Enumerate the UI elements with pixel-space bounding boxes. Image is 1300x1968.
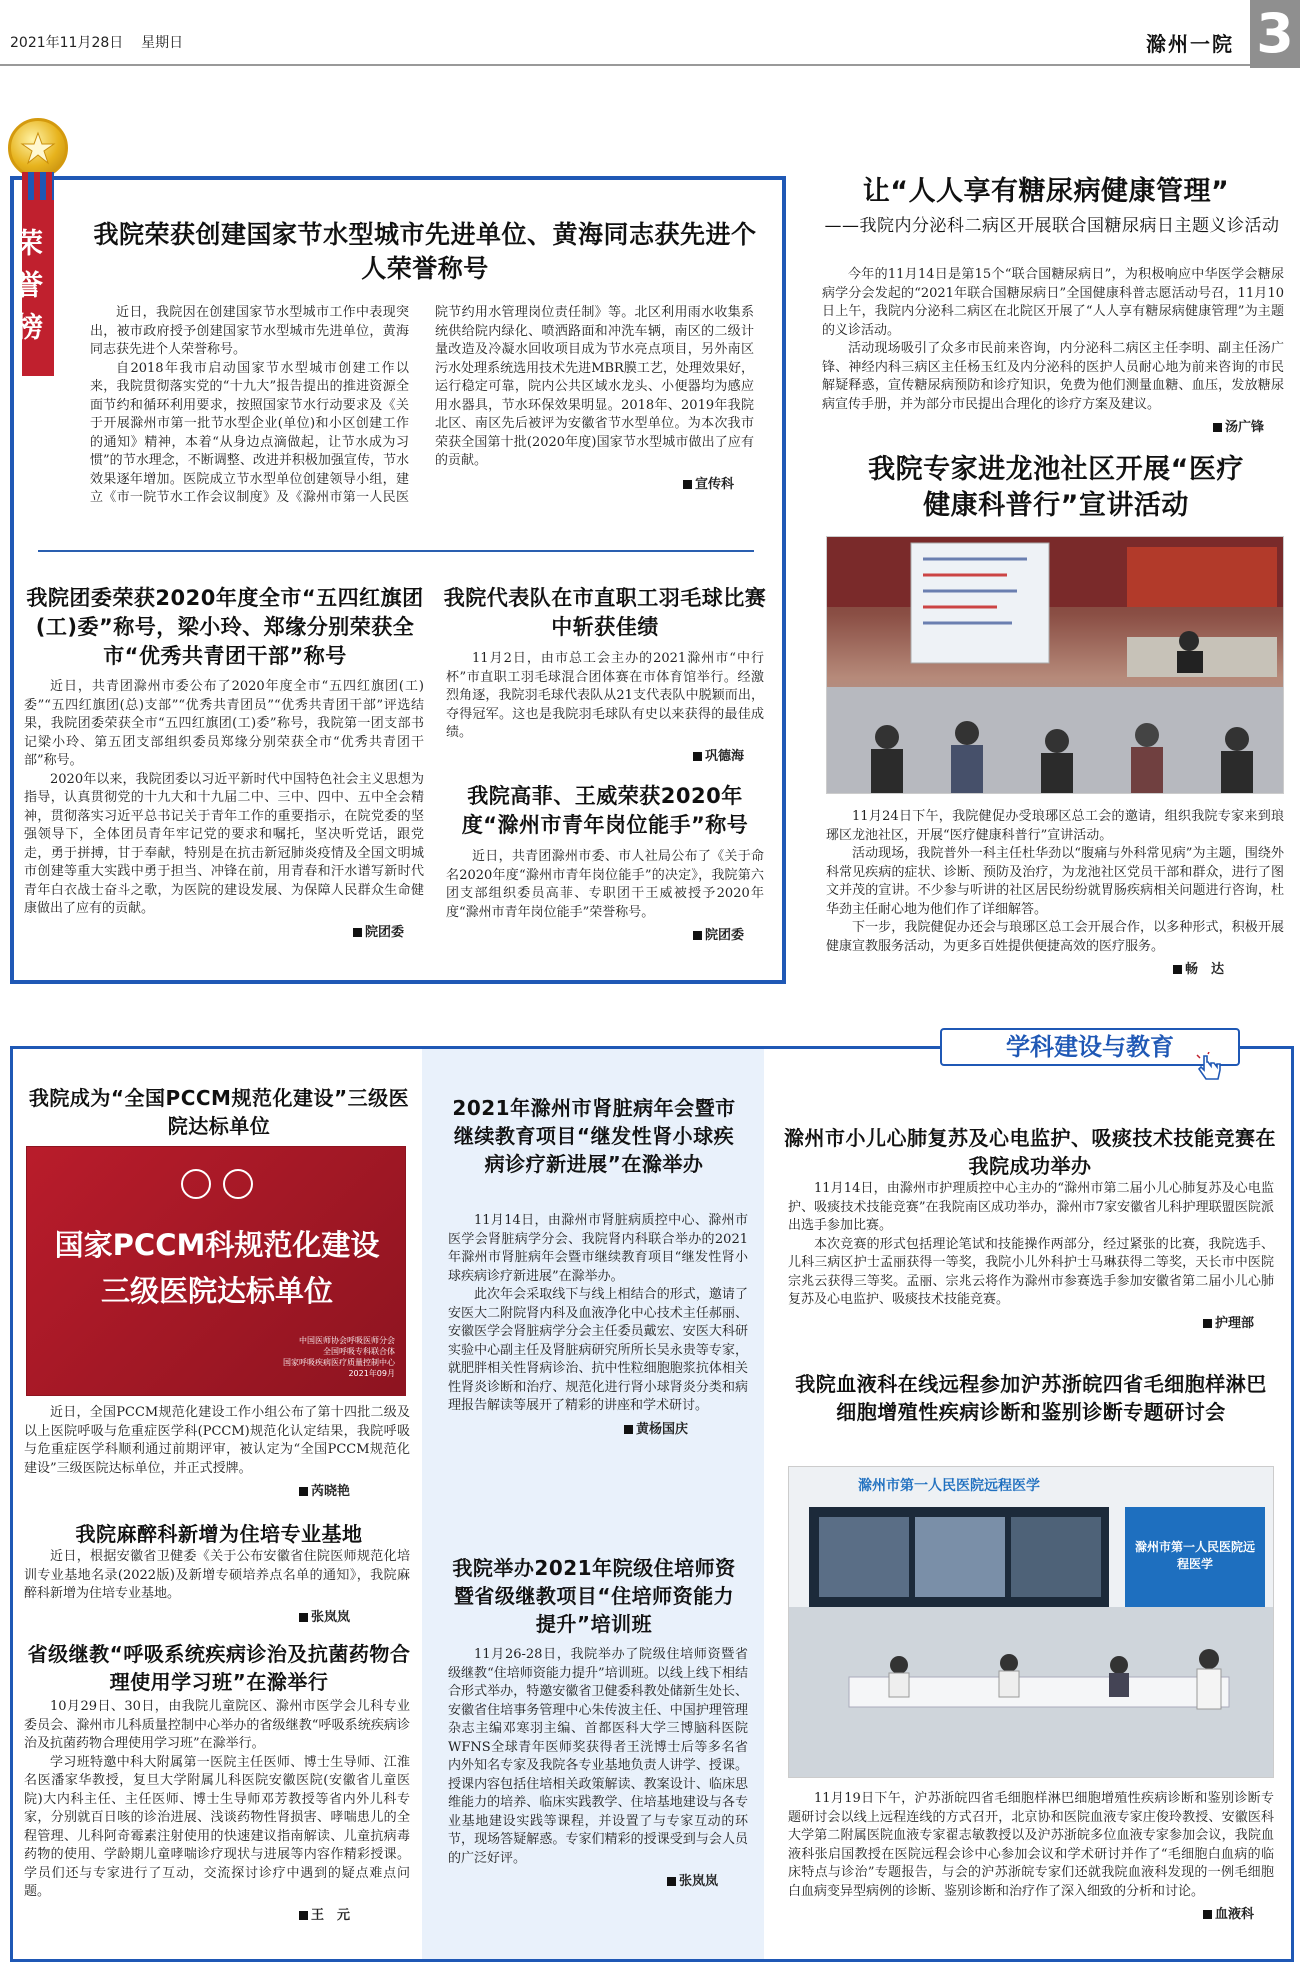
headline-a1: 我院荣获创建国家节水型城市先进单位、黄海同志获先进个人荣誉称号	[93, 220, 757, 283]
article-b4-body	[448, 1212, 748, 1437]
article-a1-p1: 近日，我院因在创建国家节水型城市工作中表现突出，被市政府授予创建国家节水型城市先进单位，黄海同志获先进个人荣誉称号。	[90, 305, 409, 357]
honor-badge-label: 荣誉榜	[11, 228, 44, 354]
headline-a4: 我院高菲、王威荣获2020年度“滁州市青年岗位能手”称号	[461, 784, 749, 837]
byline-b5: 张岚岚	[448, 1870, 748, 1889]
subhead-a5: ——我院内分泌科二病区开展联合国糖尿病日主题义诊活动	[824, 216, 1280, 236]
lecture-photo	[826, 536, 1284, 794]
divider-a1	[38, 550, 754, 552]
article-b3-body	[24, 1698, 410, 1923]
article-b2-p1: 近日，根据安徽省卫健委《关于公布安徽省住院医师规范化培训专业基地名录(2022版)及新增专硕培养点名单的通知》，我院麻醉科新增为住培专业基地。	[24, 1549, 410, 1601]
paper-name: 滁州一院	[1146, 32, 1234, 56]
meeting-side-text: 滁州市第一人民医院远程医学	[1134, 1540, 1255, 1571]
article-a6-body	[826, 808, 1284, 977]
article-b3-p2: 学习班特邀中科大附属第一医院主任医师、博士生导师、江淮名医潘家华教授，复旦大学附属儿科医院安徽医院(安徽省儿童医院)大内科主任、主任医师、博士生导师邓芳教授等省内外儿科专家，分别就百日咳的诊治进展、浅谈药物性肾损害、哮喘患儿的全程管理、儿科阿奇霉素注射使用的快速建议指南解读、儿童抗病毒药物的使用、学龄期儿童哮喘诊疗现状与进展等内容作精彩授课。学员们还与专家进行了互动，交流探讨诊疗中遇到的疑点难点问题。	[24, 1754, 410, 1899]
plaque-logo-left	[181, 1169, 211, 1199]
article-b7-p1: 11月19日下午，沪苏浙皖四省毛细胞样淋巴细胞增殖性疾病诊断和鉴别诊断专题研讨会以线上远程连线的方式召开，北京协和医院血液专家庄俊玲教授、安徽医科大学第二附属医院血液专家翟志敏教授以及沪苏浙皖多位血液专家参加会议，我院血液科张启国教授在医院远程会诊中心参加会议和学术研讨并作了“毛细胞白血病的临床特点与诊治”专题报告，与会的沪苏浙皖专家们还就我院血液科发现的一例毛细胞白血病变异型病例的诊断、鉴别诊断和治疗作了深入细致的分析和讨论。	[788, 1791, 1274, 1899]
byline-a4: 院团委	[446, 924, 764, 943]
article-a1-body	[90, 304, 754, 518]
article-a5-p1: 今年的11月14日是第15个“联合国糖尿病日”，为积极响应中华医学会糖尿病学分会发起的“2021年联合国糖尿病日”全国健康科普志愿活动号召，11月10日上午，我院内分泌科二病区在北院区开展了“人人享有糖尿病健康管理”为主题的义诊活动。	[822, 267, 1284, 338]
plaque-title-1: 国家PCCM科规范化建设	[54, 1228, 380, 1262]
article-b2-body	[24, 1548, 410, 1625]
article-a3-body	[446, 650, 764, 764]
article-a6-p3: 下一步，我院健促办还会与琅琊区总工会开展合作，以多种形式，积极开展健康宣教服务活动，为更多百姓提供便捷高效的医疗服务。	[826, 920, 1284, 954]
headline-a2: 我院团委荣获2020年度全市“五四红旗团(工)委”称号，梁小玲、郑缘分别荣获全市“优秀共青团干部”称号	[26, 586, 424, 668]
header-date	[10, 32, 183, 52]
masthead	[0, 0, 1300, 68]
byline-b7: 血液科	[788, 1903, 1274, 1922]
headline-a5: 让“人人享有糖尿病健康管理”	[862, 176, 1230, 207]
page-number: 3	[1256, 2, 1294, 65]
honor-badge	[11, 200, 54, 376]
article-a6-p2: 活动现场，我院普外一科主任杜华劲以“腹痛与外科常见病”为主题，围绕外科常见疾病的症状、诊断、预防及治疗，为龙池社区党员干部和群众，进行了图文并茂的宣讲。不少参与听讲的社区居民纷纷就胃肠疾病相关问题进行咨询，杜华劲主任耐心地为他们作了详细解答。	[826, 846, 1284, 917]
section-label	[940, 1028, 1240, 1066]
meeting-banner-text: 滁州市第一人民医院远程医学	[858, 1478, 1040, 1494]
article-a2-p1: 近日，共青团滁州市委公布了2020年度全市“五四红旗团(工)委”“五四红旗团(总)支部”“优秀共青团员”“优秀共青团干部”评选结果，我院团委荣获全市“五四红旗团(工)委”称号，我院第一团支部书记梁小玲、第五团支部组织委员郑缘分别荣获全市“优秀共青团干部”称号。	[24, 679, 424, 768]
article-b4-p2: 此次年会采取线下与线上相结合的形式，邀请了安医大二附院肾内科及血液净化中心技术主任郝丽、安徽医学会肾脏病学分会主任委员戴宏、安医大科研实验中心副主任及肾脏病研究所所长吴永贵等专家，就肥胖相关性肾病诊治、抗中性粒细胞胞浆抗体相关性肾炎诊断和治疗、规范化进行肾小球肾炎分类和病理报告解读等展开了精彩的讲座和学术研讨。	[448, 1287, 748, 1413]
article-b1-p1: 近日，全国PCCM规范化建设工作小组公布了第十四批二级及以上医院呼吸与危重症医学科(PCCM)规范化认定结果，我院呼吸与危重症医学科顺利通过前期评审，被认定为“全国PCCM规范化建设”三级医院达标单位，并正式授牌。	[24, 1405, 410, 1476]
pointer-hand-icon	[1196, 1052, 1226, 1082]
headline-b1: 我院成为“全国PCCM规范化建设”三级医院达标单位	[28, 1086, 410, 1138]
headline-b7: 我院血液科在线远程参加沪苏浙皖四省毛细胞样淋巴细胞增殖性疾病诊断和鉴别诊断专题研讨会	[795, 1372, 1267, 1424]
article-a5-p2: 活动现场吸引了众多市民前来咨询，内分泌科二病区主任李明、副主任汤广锋、神经内科三病区主任杨玉红及内分泌科的医护人员耐心地为前来咨询的市民解疑释惑，宣传糖尿病预防和诊疗知识，免费为他们测量血糖、血压，发放糖尿病宣传手册，并为部分市民提出合理化的诊疗方案及建议。	[822, 341, 1284, 412]
article-b1-body	[24, 1404, 410, 1499]
issue-weekday: 星期日	[141, 35, 184, 51]
article-b7-body	[788, 1790, 1274, 1922]
article-b6-p2: 本次竞赛的形式包括理论笔试和技能操作两部分，经过紧张的比赛，我院选手、儿科三病区护士孟丽获得一等奖，我院小儿外科护士马琳获得二等奖，天长市中医院宗兆云获得三等奖。孟丽、宗兆云将作为滁州市参赛选手参加安徽省第二届小儿心肺复苏及心电监护、吸痰技术技能竞赛。	[788, 1236, 1274, 1307]
plaque-logo-right	[223, 1169, 253, 1199]
byline-b3: 王 元	[24, 1904, 410, 1923]
pccm-plaque-photo	[26, 1146, 406, 1396]
article-b3-p1: 10月29日、30日，由我院儿童院区、滁州市医学会儿科专业委员会、滁州市儿科质量控制中心举办的省级继教“呼吸系统疾病诊治及抗菌药物合理使用学习班”在滁举行。	[24, 1699, 410, 1751]
section-label-text: 学科建设与教育	[1006, 1033, 1174, 1061]
medal-ribbon	[22, 172, 54, 202]
headline-a3: 我院代表队在市直职工羽毛球比赛中斩获佳绩	[443, 586, 767, 639]
remote-meeting-photo	[788, 1466, 1274, 1778]
byline-b4: 黄杨国庆	[448, 1418, 748, 1437]
article-a5-body	[822, 266, 1284, 435]
headline-b2: 我院麻醉科新增为住培专业基地	[75, 1522, 363, 1546]
headline-b6: 滁州市小儿心肺复苏及心电监护、吸痰技术技能竞赛在我院成功举办	[784, 1126, 1276, 1178]
headline-b4: 2021年滁州市肾脏病年会暨市继续教育项目“继发性肾小球疾病诊疗新进展”在滁举办	[452, 1096, 736, 1176]
article-b5-p1: 11月26-28日，我院举办了院级住培师资暨省级继教“住培师资能力提升”培训班。以线上线下相结合形式举办，特邀安徽省卫健委科教处储新生处长、安徽省住培事务管理中心朱传波主任、中国护理管理杂志主编邓寒羽主编、首都医科大学三博脑科医院WFNS全球青年医师奖获得者王洸博士后等多名省内外知名专家及我院各专业基地负责人讲学、授课。授课内容包括住培相关政策解读、教案设计、临床思维能力的培养、临床实践教学、住培基地建设与各专业基地建设实践等课程，并设置了与专家互动的环节，现场答疑解惑。专家们精彩的授课受到与会人员的广泛好评。	[448, 1647, 748, 1866]
article-b5-body	[448, 1646, 748, 1889]
issue-date: 2021年11月28日	[10, 35, 124, 51]
headline-b3: 省级继教“呼吸系统疾病诊治及抗菌药物合理使用学习班”在滁举行	[27, 1642, 411, 1694]
headline-b5: 我院举办2021年院级住培师资暨省级继教项目“住培师资能力提升”培训班	[452, 1556, 736, 1636]
article-b6-p1: 11月14日，由滁州市护理质控中心主办的“滁州市第二届小儿心肺复苏及心电监护、吸痰技术技能竞赛”在我院南区成功举办，滁州市7家安徽省儿科护理联盟医院派出选手参加比赛。	[788, 1181, 1274, 1233]
article-a4-body	[446, 848, 764, 943]
page-number-box	[1250, 0, 1300, 68]
byline-a3: 巩德海	[446, 745, 764, 764]
article-a6-p1: 11月24日下午，我院健促办受琅琊区总工会的邀请，组织我院专家来到琅琊区龙池社区，开展“医疗健康科普行”宣讲活动。	[826, 809, 1284, 843]
article-a4-p1: 近日，共青团滁州市委、市人社局公布了《关于命名2020年度“滁州市青年岗位能手”的决定》，我院第六团支部组织委员高菲、专职团干王威被授予2020年度“滁州市青年岗位能手”荣誉称号。	[446, 849, 764, 920]
byline-b6: 护理部	[788, 1312, 1274, 1331]
medal-icon	[8, 118, 68, 178]
headline-a6: 我院专家进龙池社区开展“医疗健康科普行”宣讲活动	[868, 454, 1244, 521]
plaque-footer: 中国医师协会呼吸医师分会 全国呼吸专科联合体 国家呼吸疾病医疗质量控制中心 2021年09月	[283, 1336, 395, 1378]
article-b6-body	[788, 1180, 1274, 1331]
article-b4-p1: 11月14日，由滁州市肾脏病质控中心、滁州市医学会肾脏病学分会、我院肾内科联合举办的2021年滁州市肾脏病年会暨市继续教育项目“继发性肾小球疾病诊疗新进展”在滁举办。	[448, 1213, 748, 1284]
byline-a5: 汤广锋	[822, 416, 1284, 435]
byline-a6: 畅 达	[826, 958, 1284, 977]
header-rule	[0, 64, 1250, 66]
article-a3-p1: 11月2日，由市总工会主办的2021滁州市“中行杯”市直职工羽毛球混合团体赛在市体育馆举行。经激烈角逐，我院羽毛球代表队从21支代表队中脱颖而出，夺得冠军。这也是我院羽毛球队有史以来获得的最佳成绩。	[446, 651, 764, 740]
byline-a2: 院团委	[24, 921, 424, 940]
article-a2-body	[24, 678, 424, 940]
plaque-title-2: 三级医院达标单位	[100, 1274, 333, 1308]
article-a2-p2: 2020年以来，我院团委以习近平新时代中国特色社会主义思想为指导，认真贯彻党的十九大和十九届二中、三中、四中、五中全会精神，贯彻落实习近平总书记关于青年工作的重要指示，在院党委的坚强领导下，全体团员青年牢记党的要求和嘱托，坚决听党话，跟党走，勇于拼搏，甘于奉献，特别是在抗击新冠肺炎疫情及全国文明城市创建等重大实践中勇于担当、冲锋在前，用青春和汗水谱写新时代青年白衣战士奋斗之歌，为医院的建设发展、为保障人民群众生命健康做出了应有的贡献。	[24, 771, 424, 916]
article-a1-p2: 自2018年我市启动国家节水型城市创建工作以来，我院贯彻落实党的“十九大”报告提出的推进资源全面节约和循环利用要求，按照国家节水行动要求及《关于开展滁州市第一批节水型企业(单位)和小区创建工作的通知》精神，本着“从身边点滴做起，让节水成为习惯”的节水理念，不断调整、改进并积极加强宣传，节水效果逐年增加。医院成立节水型单位创建领导小组，建立《市一院节水工作会议制度》及《滁州市第一人民医院节约用水管理岗位责任制》等。北区利用雨水收集系统供给院内绿化、喷洒路面和冲洗车辆，南区的二级计量改造及冷凝水回收项目成为节水亮点项目，另外南区污水处理系统选用技术先进MBR膜工艺，处理效果好，运行稳定可靠，院内公共区域水龙头、小便器均为感应用水器具，节水环保效果明显。2018年、2019年我院北区、南区先后被评为安徽省节水型单位。为本次我市荣获全国第十批(2020年度)国家节水型城市做出了应有的贡献。	[90, 305, 754, 505]
byline-a1: 宣传科	[435, 473, 754, 492]
byline-b1: 芮晓艳	[24, 1480, 410, 1499]
byline-b2: 张岚岚	[24, 1606, 410, 1625]
